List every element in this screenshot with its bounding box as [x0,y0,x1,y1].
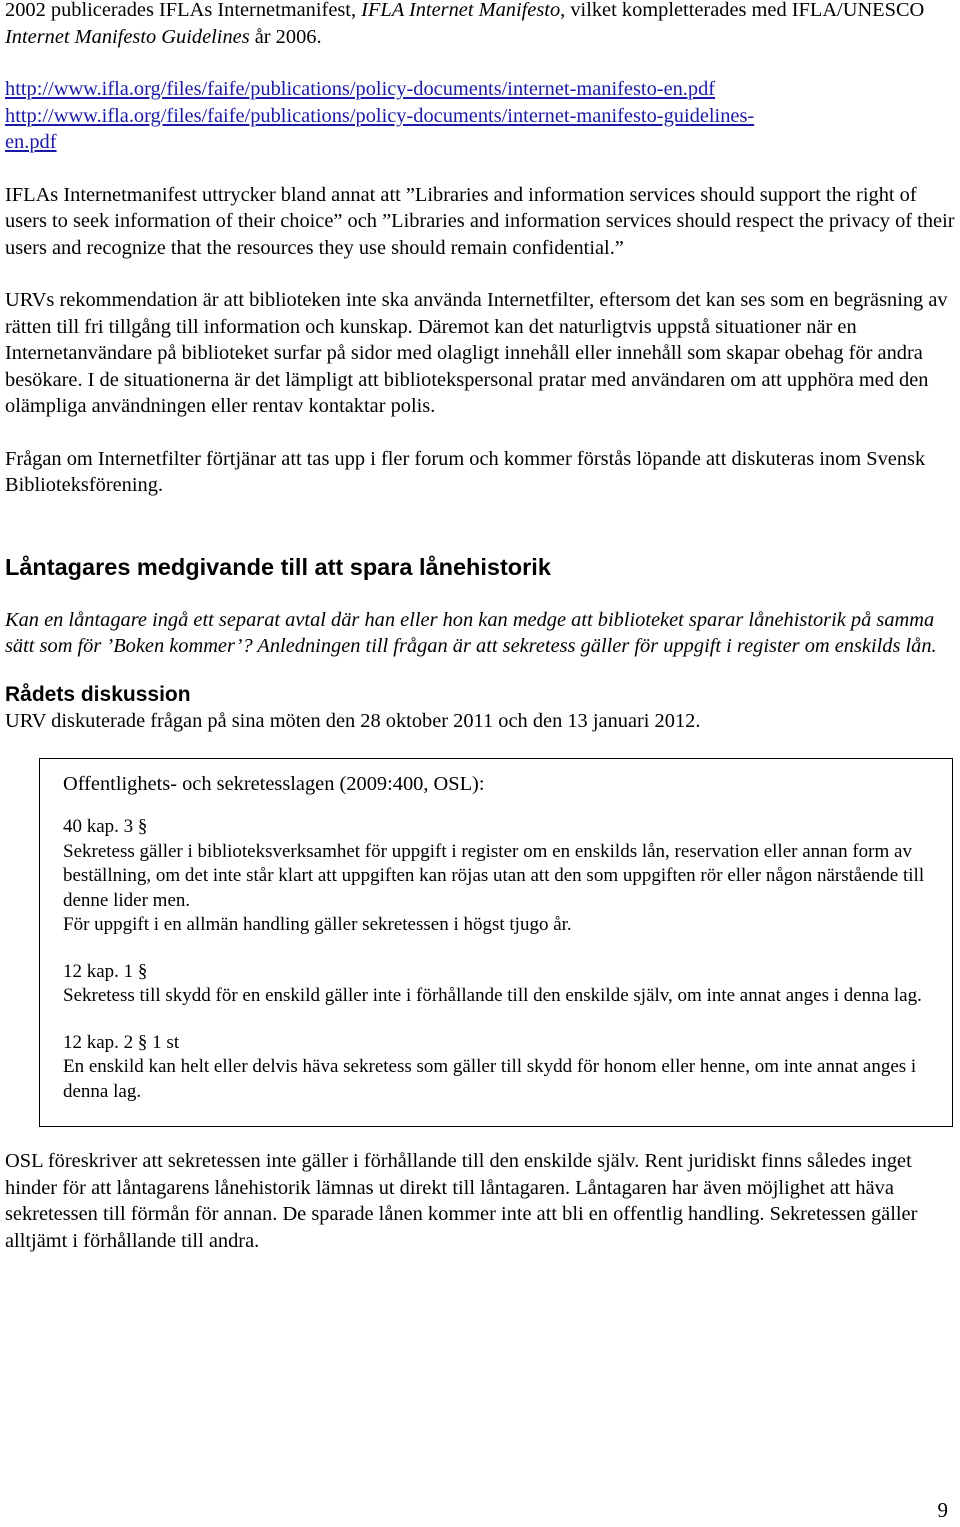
law-reference: 12 kap. 1 § [63,960,148,982]
question-paragraph: Kan en låntagare ingå ett separat avtal där han eller hon kan medge att biblioteket sparar lånehistorik på samma sätt som för ’Boken kommer’? Anledningen till frågan är att sekretess gäller för uppgift i register om enskilds lån. [5,608,937,657]
law-text: Sekretess gäller i biblioteksverksamhet för uppgift i register om en enskilds lån, reservation eller annan form av beställning, om det inte står klart att uppgiften kan röjas utan att den som uppgiften rör eller någon närstående till denne lider men. [63,840,925,911]
law-section [63,815,930,938]
forum-paragraph: Frågan om Internetfilter förtjänar att tas upp i fler forum och kommer förstås löpande att diskuteras inom Svensk Biblioteksförening. [5,447,926,496]
law-text: En enskild kan helt eller delvis häva sekretess som gäller till skydd för honom eller henne, om inte annat anges i denna lag. [63,1056,917,1102]
manifesto-link[interactable]: http://www.ifla.org/files/faife/publications/policy-documents/internet-manifesto-en.pdf [5,78,716,100]
discussion-subheading: Rådets diskussion [5,682,191,706]
law-title: Offentlighets- och sekretesslagen (2009:400, OSL): [63,773,485,795]
intro-text: 2002 publicerades IFLAs Internetmanifest, [5,0,362,21]
discussion-paragraph: URV diskuterade frågan på sina möten den 28 oktober 2011 och den 13 januari 2012. [5,709,701,732]
intro-paragraph [5,0,955,50]
recommendation-paragraph: URVs rekommendation är att biblioteken inte ska använda Internetfilter, eftersom det kan ses som en begräsning av rätten till fri tillgång till information och kunskap. Däremot kan det naturligtvis uppstå situationer när en Internetanvändare på biblioteket surfar på sidor med olagligt innehåll eller innehåll som skapar obehag för andra besökare. I de situationerna är det lämpligt att bibliotekspersonal pratar med användaren om att upphöra med den olämpliga användningen eller rentav kontaktar polis. [5,289,948,417]
guidelines-link-line2[interactable]: en.pdf [5,131,57,153]
law-section [63,960,930,1009]
intro-text-3: år 2006. [249,25,322,48]
intro-title-manifesto: IFLA Internet Manifesto [361,0,561,21]
guidelines-link-line1[interactable]: http://www.ifla.org/files/faife/publications/policy-documents/internet-manifesto-guidelines- [5,104,755,127]
law-text: För uppgift i en allmän handling gäller sekretessen i högst tjugo år. [63,914,572,935]
page-number: 9 [937,1498,948,1522]
conclusion-paragraph: OSL föreskriver att sekretessen inte gäller i förhållande till den enskilde själv. Rent juridiskt finns således inget hinder för att låntagarens lånehistorik lämnas ut direkt till låntagaren. Låntagaren har även möjlighet att häva sekretessen till förmån för annan. De sparade lånen kommer inte att bli en offentlig handling. Sekretessen gäller alltjämt i förhållande till andra. [5,1150,918,1252]
manifesto-quote-paragraph: IFLAs Internetmanifest uttrycker bland annat att ”Libraries and information services should support the right of users to seek information of their choice” och ”Libraries and information services should respect the privacy of their users and recognize that the resources they use should remain confidential.” [5,183,955,259]
intro-text-2: , vilket kompletterades med IFLA/UNESCO [560,0,925,21]
law-section [63,1031,930,1105]
law-excerpt-box [39,758,953,1127]
law-reference: 12 kap. 2 § 1 st [63,1031,180,1053]
intro-title-guidelines: Internet Manifesto Guidelines [5,25,250,48]
reference-links [5,76,955,156]
document-page [5,0,955,1254]
law-reference: 40 kap. 3 § [63,816,148,837]
section-heading: Låntagares medgivande till att spara lånehistorik [5,553,551,580]
law-text: Sekretess till skydd för en enskild gäller inte i förhållande till den enskilde själv, om inte annat anges i denna lag. [63,985,922,1006]
